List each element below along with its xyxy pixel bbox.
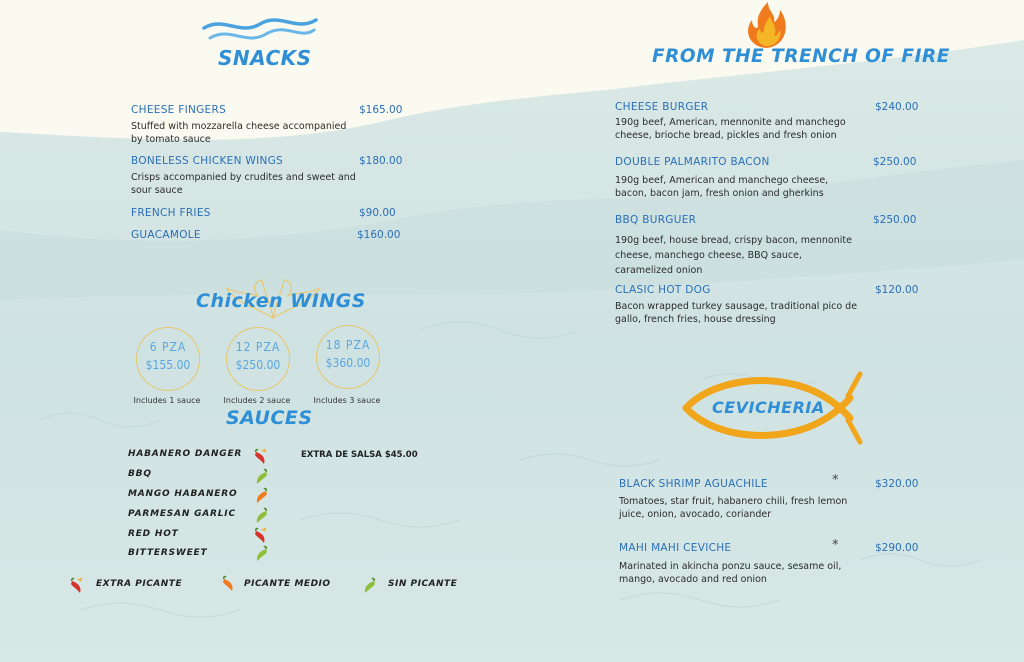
wings-option-circle [226, 327, 290, 391]
sauce-name: RED HOT [128, 529, 179, 539]
green-chili-icon [252, 545, 270, 563]
menu-item-name: FRENCH FRIES [131, 207, 211, 219]
wings-note: Includes 2 sauce [223, 396, 291, 405]
green-chili-icon [252, 468, 270, 486]
legend-label: EXTRA PICANTE [96, 579, 183, 589]
menu-item-name: CLASIC HOT DOG [615, 284, 711, 296]
menu-item-price: $240.00 [875, 101, 919, 113]
menu-item-description: 190g beef, American and manchego cheese, bacon, bacon jam, fresh onion and gherkins [615, 175, 829, 199]
wings-price: $155.00 [145, 358, 191, 372]
wings-price: $360.00 [325, 356, 371, 370]
menu-item-description: Bacon wrapped turkey sausage, traditional pico de gallo, french fries, house dressing [615, 301, 858, 325]
wings-price: $250.00 [235, 358, 281, 372]
red-chili-icon [68, 577, 86, 595]
asterisk-mark: * [832, 473, 839, 488]
menu-item-description: 190g beef, American, mennonite and manchego cheese, brioche bread, pickles and fresh onion [615, 117, 846, 141]
menu-item-description: Tomatoes, star fruit, habanero chili, fresh lemon juice, onion, avocado, coriander [619, 496, 848, 520]
legend-label: PICANTE MEDIO [244, 579, 331, 589]
menu-item-name: GUACAMOLE [131, 229, 201, 241]
menu-item-price: $165.00 [359, 104, 403, 116]
menu-item-price: $120.00 [875, 284, 919, 296]
red-chili-icon [252, 448, 270, 466]
menu-item-description: 190g beef, house bread, crispy bacon, mennonite cheese, manchego cheese, BBQ sauce, caramelized onion [615, 235, 852, 276]
wings-option-circle [136, 327, 200, 391]
wings-quantity: 6 PZA [149, 340, 187, 354]
orange-chili-icon [220, 575, 238, 593]
orange-chili-icon [252, 487, 270, 505]
menu-item-name: CHEESE BURGER [615, 101, 709, 113]
menu-item-name: BLACK SHRIMP AGUACHILE [619, 478, 768, 490]
menu-item-name: DOUBLE PALMARITO BACON [615, 156, 770, 168]
sauce-name: PARMESAN GARLIC [128, 509, 236, 519]
wings-quantity: 12 PZA [235, 340, 281, 354]
sauce-name: HABANERO DANGER [128, 449, 243, 459]
menu-item-description: Stuffed with mozzarella cheese accompanied by tomato sauce [131, 121, 347, 145]
menu-item-price: $90.00 [359, 207, 396, 219]
menu-item-name: CHEESE FINGERS [131, 104, 227, 116]
sauce-name: MANGO HABANERO [128, 489, 238, 499]
sauce-name: BBQ [128, 469, 152, 479]
wings-option-circle [316, 325, 380, 389]
menu-item-description: Crisps accompanied by crudites and sweet and sour sauce [131, 172, 356, 196]
red-chili-icon [252, 527, 270, 545]
menu-item-price: $180.00 [359, 155, 403, 167]
snacks-title: SNACKS [218, 46, 312, 70]
menu-item-description: Marinated in akincha ponzu sauce, sesame oil, mango, avocado and red onion [619, 561, 842, 585]
wings-note: Includes 1 sauce [133, 396, 201, 405]
wings-quantity: 18 PZA [325, 338, 371, 352]
menu-item-price: $320.00 [875, 478, 919, 490]
menu-item-price: $250.00 [873, 156, 917, 168]
wings-title: Chicken WINGS [196, 290, 366, 312]
asterisk-mark: * [832, 538, 839, 553]
sauces-title: SAUCES [226, 407, 313, 429]
legend-label: SIN PICANTE [388, 579, 458, 589]
sauce-name: BITTERSWEET [128, 548, 208, 558]
menu-item-price: $290.00 [875, 542, 919, 554]
wave-icon [200, 14, 320, 48]
extra-sauce-price: EXTRA DE SALSA $45.00 [301, 450, 418, 460]
flame-icon [738, 0, 794, 50]
green-chili-icon [252, 507, 270, 525]
cevicheria-title: CEVICHERIA [712, 398, 825, 417]
menu-item-name: BONELESS CHICKEN WINGS [131, 155, 284, 167]
green-chili-icon [360, 577, 378, 595]
wings-note: Includes 3 sauce [313, 396, 381, 405]
menu-item-name: BBQ BURGUER [615, 214, 697, 226]
menu-item-price: $250.00 [873, 214, 917, 226]
menu-item-price: $160.00 [357, 229, 401, 241]
menu-item-name: MAHI MAHI CEVICHE [619, 542, 732, 554]
fire-title: FROM THE TRENCH OF FIRE [652, 46, 950, 67]
